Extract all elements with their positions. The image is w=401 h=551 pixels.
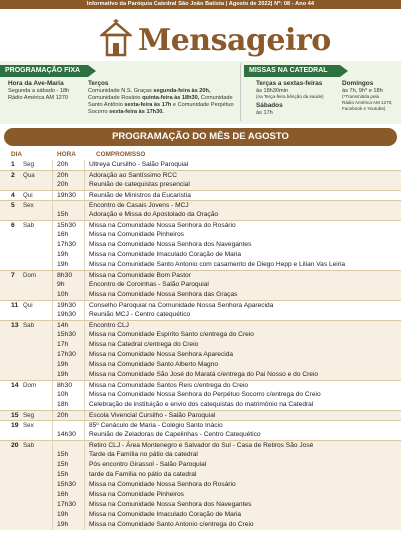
top-info-bar: Informativo da Paróquia Catedral São João Batista | Agosto de 2022| Nº: 08 - Ano 44: [0, 0, 401, 9]
row-weekday: Sab: [23, 222, 35, 229]
info-panel: [0, 61, 401, 124]
row-time: 15h: [57, 471, 69, 478]
column-divider: [52, 260, 53, 270]
row-day: 14: [11, 382, 19, 389]
row-time: 16h: [57, 231, 69, 238]
weekday-mass-time: às 18h30min: [256, 88, 289, 94]
row-event: Retiro CLJ - Área Montenegro e Salvador do Sul - Casa de Retiros São José: [89, 442, 314, 449]
schedule-row: [0, 270, 401, 280]
row-time: 20h: [57, 172, 69, 179]
schedule-row: [0, 320, 401, 330]
schedule-row: [0, 520, 401, 530]
schedule-table: [0, 160, 401, 530]
row-event: Missa na Comunidade Nossa Senhora do Perpétuo Socorro c/entrega do Creio: [89, 391, 321, 398]
column-divider: [52, 480, 53, 490]
schedule-row: [0, 370, 401, 380]
column-divider: [84, 210, 85, 220]
column-divider: [52, 490, 53, 500]
row-time: 19h: [57, 261, 69, 268]
schedule-row: [0, 170, 401, 180]
column-divider: [84, 490, 85, 500]
row-time: 19h: [57, 361, 69, 368]
column-divider: [84, 400, 85, 410]
row-day: 19: [11, 422, 19, 429]
row-event: Reunião de Zeladoras de Capelinhas - Centro Catequético: [89, 431, 261, 438]
row-event: Missa na Comunidade Santo Antonio com casamento de Diego Hepp e Lilian Vas Leiria: [89, 261, 346, 268]
schedule-row: [0, 410, 401, 420]
column-divider: [84, 340, 85, 350]
col-hora-header: HORA: [57, 151, 76, 158]
column-divider: [52, 240, 53, 250]
row-event: Encontro de Coroinhas - Salão Paroquial: [89, 281, 209, 288]
column-divider: [52, 250, 53, 260]
row-time: 19h30: [57, 192, 76, 199]
column-divider: [84, 480, 85, 490]
schedule-table-header: [0, 151, 401, 160]
column-divider: [84, 520, 85, 530]
column-divider: [84, 230, 85, 240]
schedule-row: [0, 340, 401, 350]
tercos-line-2: Comunidade Rosário quinta-feira às 18h30, Comunidade: [88, 95, 233, 101]
tercos-line-4: Socorro sexta-feira às 17h30.: [88, 109, 164, 115]
column-divider: [52, 210, 53, 220]
row-time: 20h: [57, 181, 69, 188]
column-divider: [84, 260, 85, 270]
row-weekday: Sab: [23, 322, 35, 329]
column-divider: [52, 180, 53, 190]
column-divider: [52, 460, 53, 470]
row-event: Missa na Comunidade Imaculado Coração de Maria: [89, 251, 242, 258]
column-divider: [84, 180, 85, 190]
column-divider: [52, 390, 53, 400]
row-event: 85º Cenáculo de Maria - Colégio Santo Inácio: [89, 422, 223, 429]
schedule-row: [0, 280, 401, 290]
column-divider: [84, 240, 85, 250]
row-event: Missa na Comunidade Nossa Senhora do Rosário: [89, 481, 236, 488]
row-event: Missa na Comunidade Santo Antonio c/entrega do Creio: [89, 521, 254, 528]
schedule-row: [0, 450, 401, 460]
column-divider: [52, 370, 53, 380]
row-time: 8h30: [57, 382, 73, 389]
schedule-row: [0, 420, 401, 430]
schedule-row: [0, 230, 401, 240]
column-divider: [84, 250, 85, 260]
column-divider: [84, 310, 85, 320]
tercos-heading: Terços: [88, 80, 109, 87]
row-event: Missa na Comunidade Nossa Senhora Aparecida: [89, 351, 234, 358]
row-day: 5: [11, 202, 15, 209]
column-divider: [52, 450, 53, 460]
col-compromisso-header: COMPROMISSO: [96, 151, 146, 158]
church-logo-icon: [100, 19, 132, 59]
row-time: 19h30: [57, 311, 76, 318]
brand-title: Mensageiro: [138, 23, 331, 58]
column-divider: [84, 390, 85, 400]
column-divider: [84, 460, 85, 470]
row-time: 15h: [57, 211, 69, 218]
column-divider: [84, 330, 85, 340]
row-event: Reunião de catequistas presencial: [89, 181, 190, 188]
row-time: 15h30: [57, 481, 76, 488]
row-event: Missa na Comunidade Nossa Senhora das Graças: [89, 291, 238, 298]
column-divider: [84, 360, 85, 370]
row-event: Missa na Comunidade Nossa Senhora do Rosário: [89, 222, 236, 229]
sunday-mass-time: às 7h, 9h* e 18h: [342, 88, 383, 94]
tercos-line-3: Santo Antônio sexta-feira às 17h e Comunidade Perpétuo: [88, 102, 234, 108]
row-weekday: Sex: [23, 202, 34, 209]
schedule-row: [0, 400, 401, 410]
row-event: Missa na Comunidade Santo Alberto Magno: [89, 361, 219, 368]
row-event: Missa na Comunidade Bom Pastor: [89, 272, 191, 279]
row-event: Missa na Comunidade Pinheiros: [89, 231, 184, 238]
row-event: Adoração e Missa do Apostolado da Oração: [89, 211, 219, 218]
row-time: 15h30: [57, 331, 76, 338]
row-day: 1: [11, 161, 15, 168]
row-time: 17h30: [57, 241, 76, 248]
row-time: 18h: [57, 401, 69, 408]
col-dia-header: DIA: [11, 151, 23, 158]
missas-catedral-tag: MISSAS NA CATEDRAL: [244, 65, 340, 77]
masthead: [0, 9, 401, 61]
schedule-row: [0, 330, 401, 340]
row-event: Missa na Comunidade Nossa Senhora dos Navegantes: [89, 241, 252, 248]
schedule-row: [0, 260, 401, 270]
row-weekday: Qui: [23, 302, 33, 309]
row-event: Escola Vivencial Cursilho - Salão Paroquial: [89, 412, 216, 419]
row-time: 15h: [57, 451, 69, 458]
row-time: 8h30: [57, 272, 73, 279]
saturday-mass-time: às 17h: [256, 110, 273, 116]
row-event: Missa na Comunidade Nossa Senhora dos Navegantes: [89, 501, 252, 508]
row-day: 15: [11, 412, 19, 419]
row-time: 17h30: [57, 501, 76, 508]
sunday-mass-note-3: Facebook e Youtube): [342, 106, 386, 111]
row-event: Missa na Comunidade Espírito Santo c/entrega do Creio: [89, 331, 254, 338]
schedule-row: [0, 190, 401, 200]
ave-maria-heading: Hora da Ave-Maria: [8, 80, 64, 87]
row-time: 17h: [57, 341, 69, 348]
column-divider: [52, 340, 53, 350]
row-time: 14h30: [57, 431, 76, 438]
column-divider: [84, 510, 85, 520]
column-divider: [52, 500, 53, 510]
row-time: 19h: [57, 521, 69, 528]
column-divider: [84, 350, 85, 360]
row-time: 10h: [57, 291, 69, 298]
row-weekday: Sab: [23, 442, 35, 449]
row-event: Ultreya Cursilho - Salão Paroquial: [89, 161, 189, 168]
column-divider: [52, 400, 53, 410]
row-event: Encontro de Casais Jovens - MCJ: [89, 202, 189, 209]
row-weekday: Dom: [23, 382, 37, 389]
schedule-row: [0, 390, 401, 400]
row-event: Missa na Comunidade Imaculado Coração de Maria: [89, 511, 242, 518]
column-divider: [52, 160, 53, 170]
row-day: 7: [11, 272, 15, 279]
row-day: 4: [11, 192, 15, 199]
column-divider: [84, 370, 85, 380]
row-time: 10h: [57, 391, 69, 398]
column-divider: [84, 500, 85, 510]
row-event: Encontro CLJ: [89, 322, 129, 329]
row-time: 19h30: [57, 302, 76, 309]
row-event: Missa na Catedral c/entrega do Creio: [89, 341, 199, 348]
row-event: Adoração ao Santíssimo RCC: [89, 172, 177, 179]
row-weekday: Qui: [23, 192, 33, 199]
row-weekday: Dom: [23, 272, 37, 279]
info-divider: [240, 63, 241, 121]
sunday-mass-heading: Domingos: [342, 80, 374, 87]
row-time: 15h30: [57, 222, 76, 229]
row-weekday: Qua: [23, 172, 35, 179]
schedule-row: [0, 240, 401, 250]
row-day: 13: [11, 322, 19, 329]
saturday-mass-heading: Sábados: [256, 102, 283, 109]
schedule-row: [0, 350, 401, 360]
programacao-fixa-tag: PROGRAMAÇÃO FIXA: [0, 65, 88, 77]
schedule-row: [0, 300, 401, 310]
row-event: Missa na Comunidade São José do Maratá c/entrega do Pai Nosso e do Creio: [89, 371, 319, 378]
row-day: 6: [11, 222, 15, 229]
schedule-row: [0, 490, 401, 500]
column-divider: [52, 310, 53, 320]
sunday-mass-note-2: Rádio América AM 1270,: [342, 100, 393, 105]
row-time: 19h: [57, 251, 69, 258]
column-divider: [84, 450, 85, 460]
schedule-row: [0, 510, 401, 520]
column-divider: [52, 280, 53, 290]
column-divider: [52, 430, 53, 440]
row-time: 17h30: [57, 351, 76, 358]
row-time: 20h: [57, 161, 69, 168]
row-event: Reunião de Ministros da Eucaristia: [89, 192, 191, 199]
column-divider: [52, 520, 53, 530]
schedule-row: [0, 210, 401, 220]
row-event: Pós encontro Girassol - Salão Paroquial: [89, 461, 207, 468]
row-time: 14h: [57, 322, 69, 329]
row-day: 20: [11, 442, 19, 449]
schedule-row: [0, 310, 401, 320]
row-time: 20h: [57, 412, 69, 419]
column-divider: [52, 290, 53, 300]
sunday-mass-note-1: (*Transmitida pela: [342, 94, 380, 99]
column-divider: [52, 330, 53, 340]
schedule-row: [0, 290, 401, 300]
row-day: 11: [11, 302, 19, 309]
column-divider: [52, 350, 53, 360]
column-divider: [52, 230, 53, 240]
row-weekday: Seg: [23, 412, 35, 419]
ave-maria-radio: Rádio América AM 1270: [8, 95, 69, 101]
schedule-row: [0, 360, 401, 370]
column-divider: [84, 280, 85, 290]
weekday-mass-heading: Terças a sextas-feiras: [256, 80, 323, 87]
row-event: Celebração de instituição e envio dos catequistas do matrimônio na Catedral: [89, 401, 314, 408]
row-event: tarde da Família no pátio da catedral: [89, 471, 197, 478]
schedule-row: [0, 200, 401, 210]
row-event: Reunião MCJ - Centro catequético: [89, 311, 191, 318]
row-event: Tarde da Família no pátio da catedral: [89, 451, 198, 458]
schedule-row: [0, 220, 401, 230]
column-divider: [84, 160, 85, 170]
row-time: 15h: [57, 461, 69, 468]
column-divider: [84, 430, 85, 440]
programacao-mes-title: PROGRAMAÇÃO DO MÊS DE AGOSTO: [4, 128, 397, 146]
schedule-row: [0, 250, 401, 260]
schedule-row: [0, 180, 401, 190]
column-divider: [84, 290, 85, 300]
schedule-row: [0, 500, 401, 510]
schedule-row: [0, 460, 401, 470]
row-time: 16h: [57, 491, 69, 498]
schedule-row: [0, 160, 401, 170]
schedule-row: [0, 470, 401, 480]
row-event: Missa na Comunidade Santos Reis c/entrega do Creio: [89, 382, 249, 389]
ave-maria-schedule: Segunda a sábado - 18h: [8, 88, 70, 94]
row-event: Conselho Paroquial na Comunidade Nossa Senhora Aparecida: [89, 302, 274, 309]
row-time: 9h: [57, 281, 65, 288]
schedule-row: [0, 380, 401, 390]
row-event: Missa na Comunidade Pinheiros: [89, 491, 184, 498]
column-divider: [52, 510, 53, 520]
weekday-mass-note: (na Terça-feira bênção da saúde): [256, 94, 324, 99]
schedule-row: [0, 440, 401, 450]
row-day: 2: [11, 172, 15, 179]
row-weekday: Sex: [23, 422, 34, 429]
tercos-line-1: Comunidade N.S. Graças segunda-feira às 20h,: [88, 88, 211, 94]
column-divider: [52, 470, 53, 480]
schedule-row: [0, 480, 401, 490]
schedule-row: [0, 430, 401, 440]
column-divider: [52, 360, 53, 370]
row-time: 19h: [57, 511, 69, 518]
row-weekday: Seg: [23, 161, 35, 168]
column-divider: [84, 470, 85, 480]
row-time: 19h: [57, 371, 69, 378]
